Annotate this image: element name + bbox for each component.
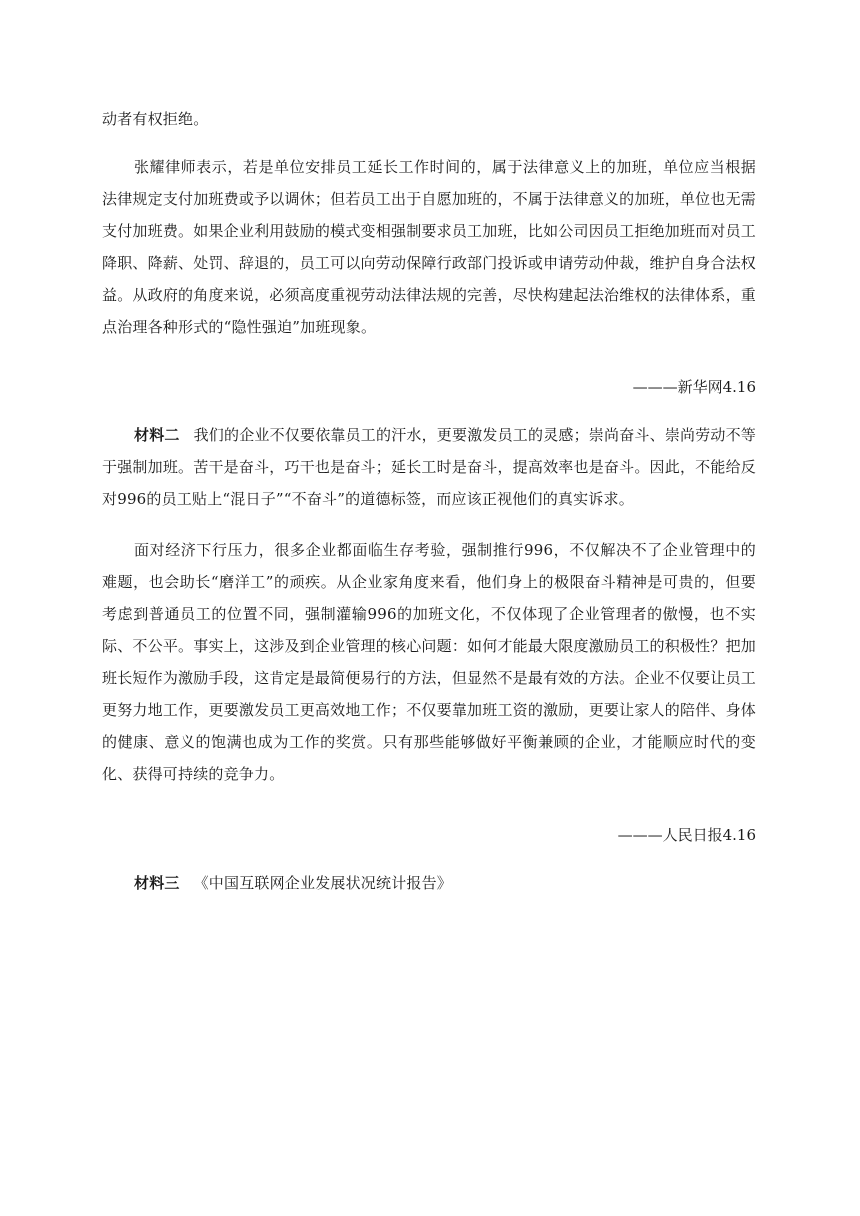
source-peoples-daily: ———人民日报4.16 (617, 826, 756, 844)
source-xinhua: ———新华网4.16 (632, 378, 756, 396)
paragraph-lawyer-statement: 张耀律师表示，若是单位安排员工延长工作时间的，属于法律意义上的加班，单位应当根据法律规定支付加班费或予以调休；但若员工出于自愿加班的，不属于法律意义的加班，单位也无需支付加班费。如果企业利用鼓励的模式变相强制要求员工加班，比如公司因员工拒绝加班而对员工降职、降薪、处罚、辞退的，员工可以向劳动保障行政部门投诉或申请劳动仲裁，维护自身合法权益。从政府的角度来说，必须高度重视劳动法律法规的完善，尽快构建起法治维权的法律体系，重点治理各种形式的“隐性强迫”加班现象。 (102, 158, 756, 336)
material-two-label: 材料二 (134, 426, 180, 444)
paragraph-economic-pressure: 面对经济下行压力，很多企业都面临生存考验，强制推行996，不仅解决不了企业管理中的难题，也会助长“磨洋工”的顽疾。从企业家角度来看，他们身上的极限奋斗精神是可贵的，但要考虑到普通员工的位置不同，强制灌输996的加班文化，不仅体现了企业管理者的傲慢，也不实际、不公平。事实上，这涉及到企业管理的核心问题：如何才能最大限度激励员工的积极性？把加班长短作为激励手段，这肯定是最简便易行的方法，但显然不是最有效的方法。企业不仅要让员工更努力地工作，更要激发员工更高效地工作；不仅要靠加班工资的激励，更要让家人的陪伴、身体的健康、意义的饱满也成为工作的奖赏。只有那些能够做好平衡兼顾的企业，才能顺应时代的变化、获得可持续的竞争力。 (102, 541, 756, 783)
material-two-text: 我们的企业不仅要依靠员工的汗水，更要激发员工的灵感；崇尚奋斗、崇尚劳动不等于强制加班。苦干是奋斗，巧干也是奋斗；延长工时是奋斗，提高效率也是奋斗。因此，不能给反对996的员工贴上“混日子”“不奋斗”的道德标签，而应该正视他们的真实诉求。 (102, 426, 757, 508)
material-three-label: 材料三 (134, 874, 180, 892)
paragraph-material-three (102, 867, 756, 899)
material-three-title: 《中国互联网企业发展状况统计报告》 (193, 874, 453, 892)
paragraph-material-two (102, 419, 756, 515)
paragraph-continuation: 动者有权拒绝。 (102, 110, 209, 128)
